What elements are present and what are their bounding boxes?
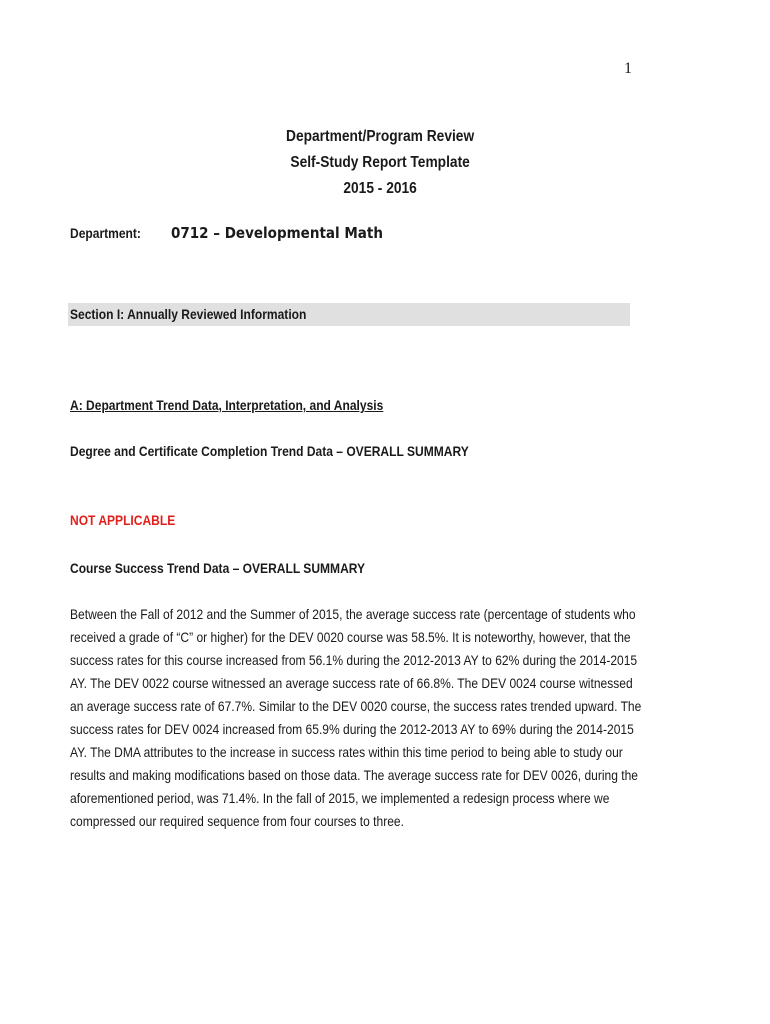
paragraph-line: success rates for this course increased from 56.1% during the 2012-2013 AY to 62% during the 2014-2015 <box>70 652 638 668</box>
degree-completion-heading: Degree and Certificate Completion Trend Data – OVERALL SUMMARY <box>70 443 469 459</box>
paragraph-line: an average success rate of 67.7%. Similar to the DEV 0020 course, the success rates trended upward. The <box>70 698 642 714</box>
paragraph-line: received a grade of “C” or higher) for the DEV 0020 course was 58.5%. It is noteworthy, however, that the <box>70 629 631 645</box>
title-line-2: Self-Study Report Template <box>290 154 470 171</box>
paragraph-line: success rates for DEV 0024 increased from 65.9% during the 2012-2013 AY to 69% during the 2014-2015 <box>70 721 634 737</box>
page-number: 1 <box>624 60 632 77</box>
section-title: Section I: Annually Reviewed Information <box>70 306 307 322</box>
course-success-heading: Course Success Trend Data – OVERALL SUMMARY <box>70 560 366 576</box>
paragraph-line: Between the Fall of 2012 and the Summer of 2015, the average success rate (percentage of students who <box>70 606 636 622</box>
department-value: 0712 – Developmental Math <box>171 224 383 242</box>
title-line-3: 2015 - 2016 <box>343 180 417 197</box>
paragraph-line: AY. The DMA attributes to the increase in success rates within this time period to being able to study our <box>70 744 623 760</box>
document-title <box>49 124 711 202</box>
course-success-paragraph <box>70 603 642 833</box>
title-line-1: Department/Program Review <box>286 128 475 145</box>
paragraph-line: aforementioned period, was 71.4%. In the fall of 2015, we implemented a redesign process where we <box>70 790 610 806</box>
paragraph-line: AY. The DEV 0022 course witnessed an average success rate of 66.8%. The DEV 0024 course witnessed <box>70 675 633 691</box>
paragraph-line: compressed our required sequence from four courses to three. <box>70 813 404 829</box>
section-header-bar <box>68 303 630 326</box>
not-applicable-note: NOT APPLICABLE <box>70 512 176 528</box>
subsection-title: A: Department Trend Data, Interpretation, and Analysis <box>70 397 384 413</box>
department-label: Department: <box>70 225 141 241</box>
paragraph-line: results and making modifications based on those data. The average success rate for DEV 0026, during the <box>70 767 639 783</box>
